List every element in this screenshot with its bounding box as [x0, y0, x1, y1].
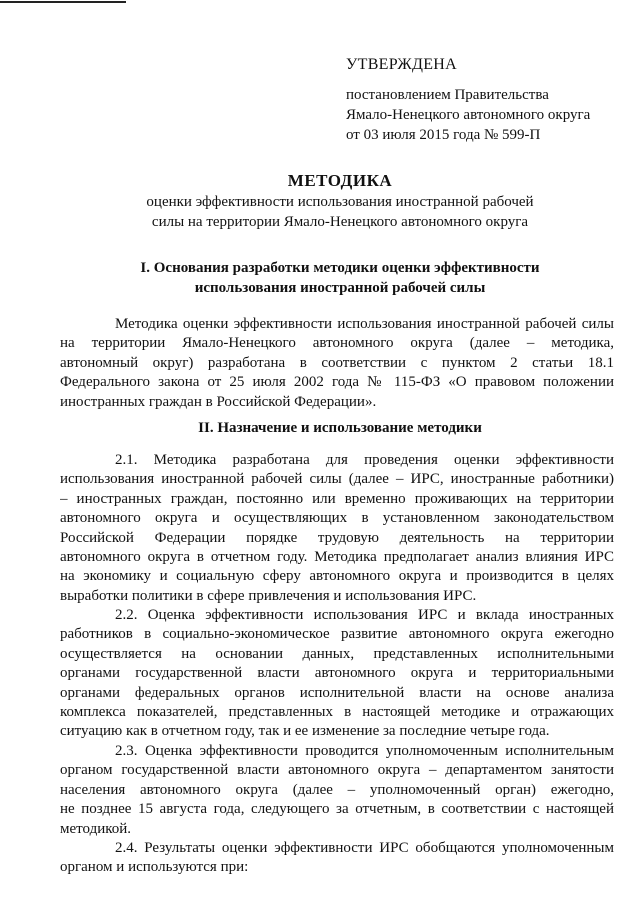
- paragraph-line: использования иностранной рабочей силы (далее – ИРС, иностранные работники): [60, 471, 614, 488]
- paragraph-line: на территории Ямало-Ненецкого автономного округа (далее – методика,: [60, 335, 614, 352]
- document-title-block: [40, 170, 640, 232]
- section-1-title-line: I. Основания разработки методики оценки эффективности: [140, 260, 540, 276]
- paragraph-line: автономного округа и осуществляющих в установленном законодательством: [60, 510, 614, 527]
- paragraph-line: Федерального закона от 25 июля 2002 года № 115-ФЗ «О правовом положении: [60, 374, 614, 391]
- paragraph-2-2: [60, 606, 614, 742]
- paragraph-2-4: [60, 839, 614, 878]
- paragraph-line: 2.1. Методика разработана для проведения оценки эффективности: [115, 452, 614, 468]
- approval-line: постановлением Правительства: [346, 87, 549, 103]
- paragraph-line: органом и используются при:: [60, 859, 249, 876]
- document-subtitle-line: силы на территории Ямало-Ненецкого автономного округа: [151, 214, 529, 230]
- paragraph-2-3: [60, 742, 614, 839]
- section-1-paragraph: [60, 315, 614, 412]
- approval-heading: УТВЕРЖДЕНА: [346, 56, 458, 73]
- paragraph-line: населения автономного округа (далее – уполномоченный орган) ежегодно,: [60, 781, 614, 798]
- paragraph-line: комплекса показателей, представленных в настоящей методике и отражающих: [60, 703, 614, 720]
- approval-block: [346, 55, 626, 145]
- approval-line: от 03 июля 2015 года № 599-П: [346, 127, 541, 143]
- paragraph-line: работников в социально-экономическое развитие автономного округа ежегодно: [60, 626, 614, 643]
- section-1-title: [60, 258, 620, 298]
- paragraph-line: ситуацию как в отчетном году, так и ее изменение за последние четыре года.: [60, 723, 550, 740]
- paragraph-line: на экономику и социальную сферу автономного округа и производится в целях: [60, 568, 614, 585]
- paragraph-line: 2.4. Результаты оценки эффективности ИРС обобщаются уполномоченным: [115, 840, 614, 856]
- paragraph-line: не позднее 15 августа года, следующего за отчетным, в соответствии с настоящей: [60, 801, 614, 818]
- section-1-title-line: использования иностранной рабочей силы: [194, 280, 486, 296]
- paragraph-line: методикой.: [60, 820, 132, 837]
- paragraph-line: автономного округа в отчетном году. Методика предполагает анализ влияния ИРС: [60, 548, 614, 565]
- top-rule: [0, 1, 126, 3]
- paragraph-line: автономный округ) разработана в соответствии с пунктом 2 статьи 18.1: [60, 354, 614, 371]
- paragraph-line: 2.2. Оценка эффективности использования ИРС и вклада иностранных: [115, 607, 614, 623]
- paragraph-line: органом государственной власти автономного округа – департаментом занятости: [60, 762, 614, 779]
- paragraph-line: органами федеральных органов исполнительной власти на основе анализа: [60, 684, 614, 701]
- paragraph-line: Российской Федерации порядке трудовую деятельность на территории: [60, 529, 614, 546]
- approval-line: Ямало-Ненецкого автономного округа: [346, 107, 591, 123]
- paragraph-line: осуществляется на основании данных, представленных исполнительными: [60, 645, 614, 662]
- paragraph-line: Методика оценки эффективности использования иностранной рабочей силы: [115, 316, 614, 332]
- paragraph-line: 2.3. Оценка эффективности проводится уполномоченным исполнительным: [115, 743, 614, 759]
- paragraph-line: – иностранных граждан, постоянно или временно проживающих на территории: [60, 490, 614, 507]
- paragraph-2-1: [60, 451, 614, 606]
- paragraph-line: органами государственной власти автономного округа и территориальными: [60, 665, 614, 682]
- document-title: МЕТОДИКА: [287, 171, 393, 190]
- paragraph-line: иностранных граждан в Российской Федерации».: [60, 393, 377, 410]
- paragraph-line: выработки политики в сфере привлечения и использования ИРС.: [60, 587, 477, 604]
- document-subtitle-line: оценки эффективности использования иностранной рабочей: [146, 194, 534, 210]
- section-2-title: II. Назначение и использование методики: [198, 420, 482, 436]
